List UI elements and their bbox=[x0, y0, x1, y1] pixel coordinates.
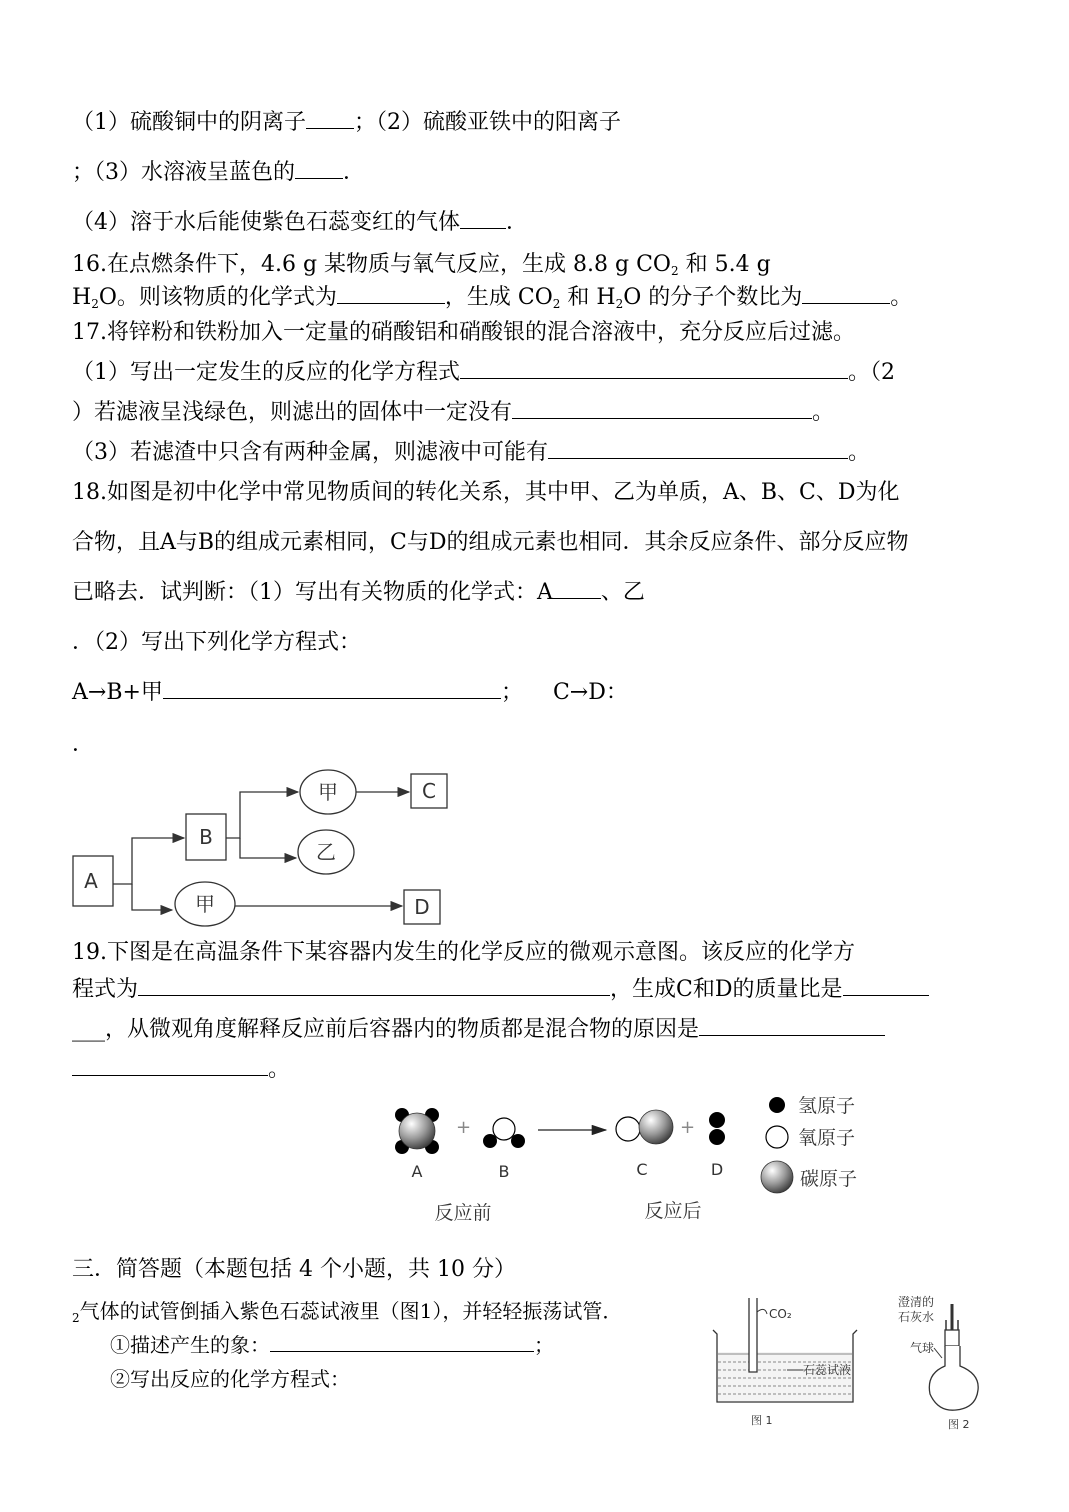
carbon-atom-icon bbox=[761, 1161, 793, 1193]
molecule-a bbox=[395, 1108, 439, 1154]
q19-line4: 。 bbox=[72, 1055, 290, 1085]
q15-line3: （4）溶于水后能使紫色石蕊变红的气体 ． bbox=[72, 210, 529, 235]
q16-line1: 16.在点燃条件下，4.6 g 某物质与氧气反应，生成 8.8 g $CO_2$ 和 5.4 g bbox=[72, 252, 771, 278]
lime-water-label: 澄清的 bbox=[898, 1295, 935, 1309]
answer-blank[interactable] bbox=[512, 398, 812, 419]
q19-line3: ___，从微观角度解释反应前后容器内的物质都是混合物的原因是 bbox=[72, 1015, 885, 1045]
co2-label: CO₂ bbox=[769, 1307, 792, 1321]
answer-blank[interactable] bbox=[548, 438, 848, 459]
plus-1: + bbox=[456, 1117, 472, 1138]
molecule-b bbox=[483, 1118, 525, 1148]
lime-water-label-2: 石灰水 bbox=[898, 1310, 935, 1324]
q17-part1: （1）写出一定发生的反应的化学方程式 。（2 bbox=[72, 360, 895, 385]
q15-line2: ；（3）水溶液呈蓝色的 ． bbox=[72, 160, 366, 185]
answer-blank[interactable] bbox=[306, 108, 354, 129]
q17-part2: ）若滤液呈浅绿色，则滤出的固体中一定没有 。 bbox=[72, 400, 835, 425]
atom-legend bbox=[761, 1095, 857, 1193]
section3-line2: ①描述产生的象： ； bbox=[110, 1333, 554, 1357]
answer-blank[interactable] bbox=[460, 208, 506, 229]
q17-part3: （3）若滤渣中只含有两种金属，则滤液中可能有 。 bbox=[72, 440, 871, 465]
label-jia-bottom: 甲 bbox=[195, 892, 215, 916]
label-yi: 乙 bbox=[316, 840, 336, 864]
figure-1-co2-tube bbox=[705, 1292, 880, 1432]
answer-blank[interactable] bbox=[270, 1331, 534, 1352]
test-tube bbox=[749, 1298, 757, 1372]
section3-line3: ②写出反应的化学方程式： bbox=[110, 1367, 350, 1391]
q19-line1: 19.下图是在高温条件下某容器内发生的化学反应的微观示意图。该反应的化学方 bbox=[72, 940, 855, 965]
molecule-c bbox=[616, 1110, 673, 1144]
answer-blank[interactable] bbox=[460, 358, 848, 379]
hydrogen-atom-icon bbox=[769, 1097, 785, 1113]
label-c: C bbox=[422, 779, 436, 803]
q15-line1: （1）硫酸铜中的阴离子 ；（2）硫酸亚铁中的阳离子 bbox=[72, 110, 621, 135]
q18-line2: 合物，且A与B的组成元素相同，C与D的组成元素也相同．其余反应条件、部分反应物 bbox=[72, 530, 909, 555]
answer-blank[interactable] bbox=[337, 283, 445, 304]
figure-2-flask bbox=[890, 1290, 1000, 1435]
svg-text:碳原子: 碳原子 bbox=[800, 1168, 858, 1190]
q18-line4: ．（2）写出下列化学方程式： bbox=[72, 630, 361, 655]
answer-blank[interactable] bbox=[802, 283, 890, 304]
answer-blank[interactable] bbox=[843, 975, 929, 996]
answer-blank[interactable] bbox=[72, 1055, 268, 1076]
label-c: C bbox=[636, 1160, 648, 1179]
answer-blank[interactable] bbox=[295, 158, 343, 179]
litmus-label: 石蕊试液 bbox=[803, 1363, 852, 1377]
label-a: A bbox=[84, 869, 98, 893]
balloon-label: 气球 bbox=[910, 1341, 935, 1355]
label-d: D bbox=[414, 895, 430, 919]
section3-title: 三．简答题（本题包括 4 个小题，共 10 分） bbox=[72, 1257, 516, 1282]
q18-line1: 18.如图是初中化学中常见物质间的转化关系，其中甲、乙为单质，A、B、C、D为化 bbox=[72, 480, 900, 505]
q18-line6: ． bbox=[72, 732, 95, 757]
q19-micro-diagram bbox=[380, 1085, 900, 1230]
label-b: B bbox=[498, 1162, 510, 1181]
label-jia-top: 甲 bbox=[318, 780, 338, 804]
q16-line2: $H_2O$。则该物质的化学式为 ，生成 $CO_2$ 和 $H_2O$ 的分子个数比为 。 bbox=[72, 285, 913, 311]
molecule-d bbox=[709, 1112, 725, 1145]
label-b: B bbox=[199, 825, 213, 849]
figure-1-caption: 图 1 bbox=[751, 1414, 773, 1427]
label-a: A bbox=[411, 1162, 423, 1181]
answer-blank[interactable] bbox=[553, 578, 601, 599]
plus-2: + bbox=[680, 1117, 696, 1138]
q17-intro: 17.将锌粉和铁粉加入一定量的硝酸铝和硝酸银的混合溶液中，充分反应后过滤。 bbox=[72, 320, 855, 345]
label-d: D bbox=[710, 1160, 724, 1179]
q19-line2: 程式为 ，生成C和D的质量比是 bbox=[72, 975, 929, 1005]
answer-blank[interactable] bbox=[163, 678, 501, 699]
answer-blank[interactable] bbox=[138, 975, 610, 996]
label-before: 反应前 bbox=[434, 1202, 492, 1224]
svg-text:氢原子: 氢原子 bbox=[798, 1095, 856, 1117]
answer-blank[interactable] bbox=[699, 1015, 885, 1036]
oxygen-atom-icon bbox=[766, 1126, 788, 1148]
figure-2-caption: 图 2 bbox=[948, 1418, 970, 1431]
label-after: 反应后 bbox=[644, 1200, 702, 1222]
section3-line1: $_2$气体的试管倒插入紫色石蕊试液里（图1），并轻轻振荡试管． bbox=[72, 1299, 623, 1325]
svg-text:氧原子: 氧原子 bbox=[798, 1127, 856, 1149]
q18-conversion-diagram bbox=[60, 760, 480, 930]
q18-line5: A→B+甲 ； C→D： bbox=[72, 680, 628, 705]
q18-line3: 已略去．试判断：（1）写出有关物质的化学式：A 、乙 bbox=[72, 580, 645, 605]
